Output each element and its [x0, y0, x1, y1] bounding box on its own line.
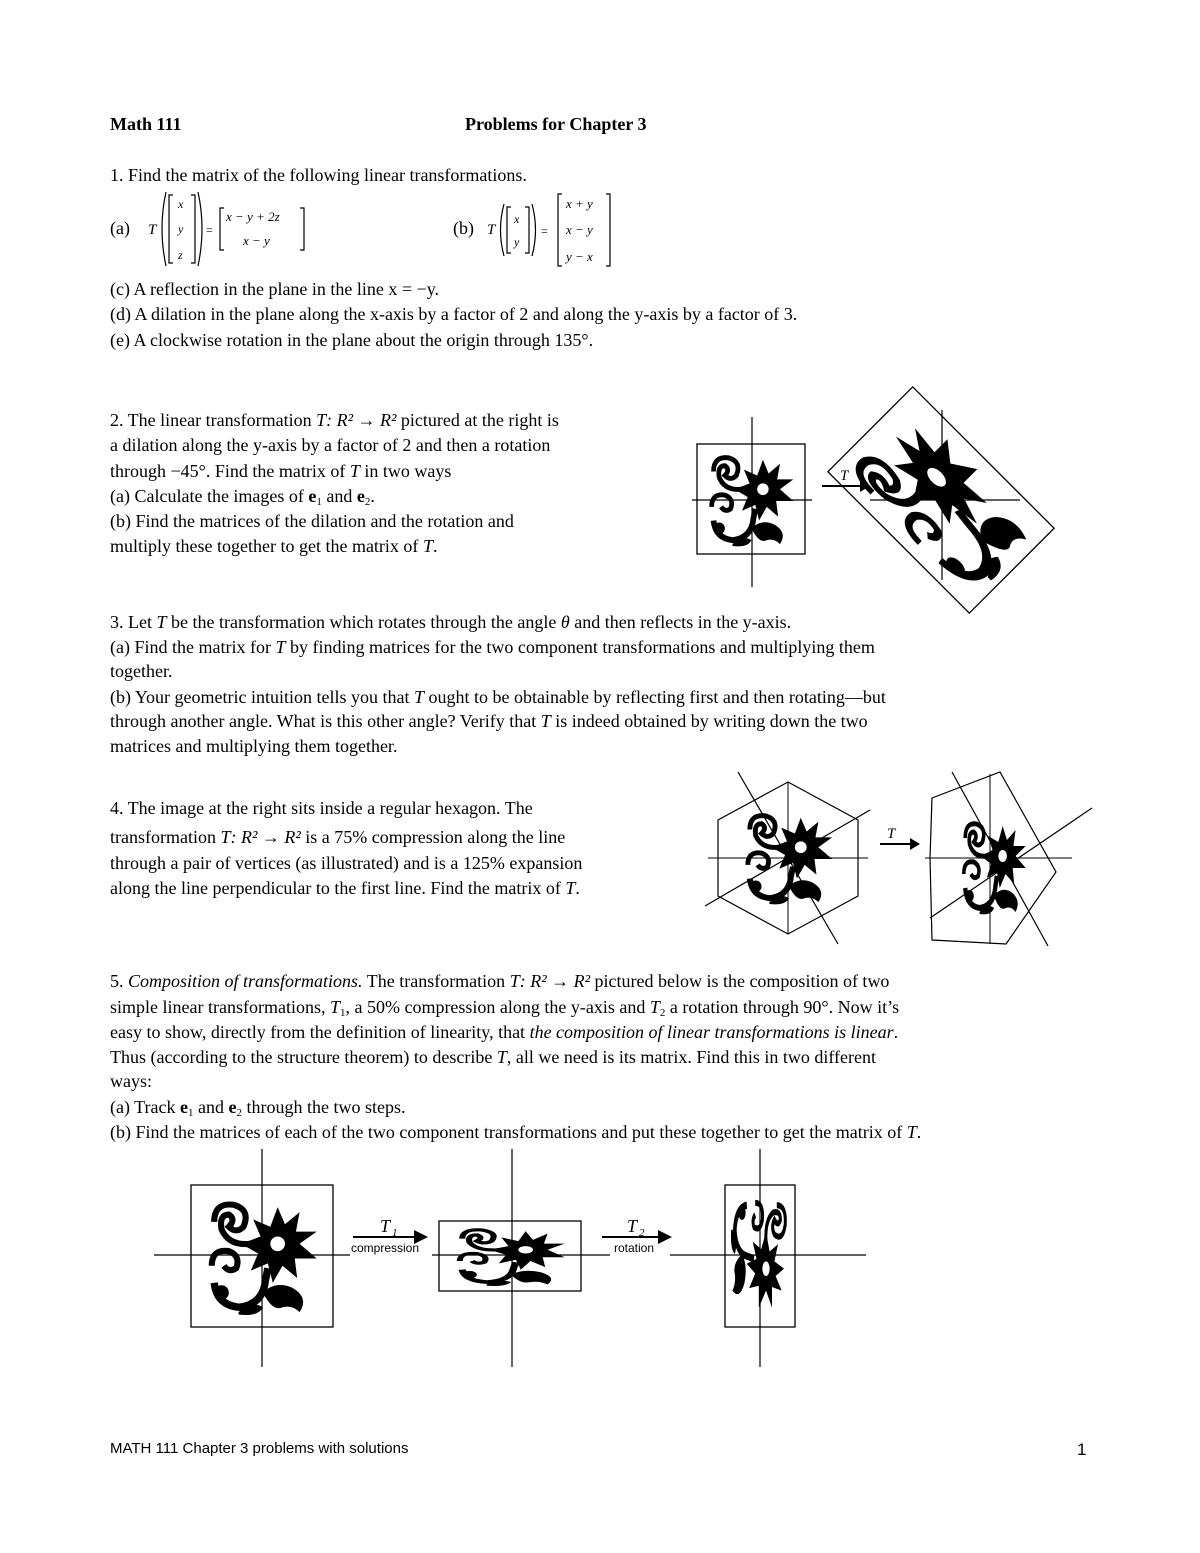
matrix-b-equals: =: [541, 224, 548, 238]
problem-3b-cont-2: matrices and multiplying them together.: [110, 736, 398, 756]
page-number: 1: [1077, 1440, 1087, 1459]
matrix-b-T: T: [487, 222, 496, 238]
problem-2a: (a) Calculate the images of $e_1$ and $e_2$.: [110, 486, 375, 508]
problem-5-line-1: 5. Composition of transformations. The transformation T: R² → R² pictured below is the composition of two: [110, 971, 890, 991]
arrow-1-subscript: 1: [392, 1227, 398, 1239]
problem-5-figure: [150, 1145, 870, 1370]
footer-text: MATH 111 Chapter 3 problems with solutions: [110, 1440, 409, 1457]
arrow-1-T: T: [380, 1216, 391, 1236]
problem-2b-cont: multiply these together to get the matrix of T.: [110, 536, 438, 556]
problem-3b-cont-1: through another angle. What is this other angle? Verify that T is indeed obtained by writing down the two: [110, 711, 868, 731]
matrix-b-in-1: y: [514, 235, 520, 249]
problem-1b-matrix-equation: [482, 190, 622, 270]
problem-4-line-2: transformation T: R² → R² is a 75% compression along the line: [110, 827, 566, 847]
problem-2b: (b) Find the matrices of the dilation and the rotation and: [110, 511, 514, 531]
problem-5-line-3: easy to show, directly from the definition of linearity, that the composition of linear transformations is linear.: [110, 1022, 899, 1042]
problem-2-arrow-label: T: [840, 468, 849, 484]
matrix-a-in-2: z: [178, 248, 183, 262]
problem-1a-label: (a): [110, 218, 130, 238]
problem-3-line-1: 3. Let T be the transformation which rotates through the angle θ and then reflects in the y-axis.: [110, 612, 792, 632]
problem-1b-label: (b): [453, 218, 474, 238]
course-title: Math 111: [110, 114, 182, 134]
problem-4-figure: [700, 768, 1095, 953]
problem-1a-matrix-equation: [140, 188, 320, 270]
problem-2-line-1: 2. The linear transformation T: R² → R² pictured at the right is: [110, 410, 559, 430]
problem-2-line-2: a dilation along the y-axis by a factor of 2 and then a rotation: [110, 435, 551, 455]
problem-1c: (c) A reflection in the plane in the line x = −y.: [110, 279, 440, 299]
problem-3a: (a) Find the matrix for T by finding matrices for the two component transformations and multiplying them: [110, 637, 875, 657]
matrix-b-in-0: x: [514, 212, 520, 226]
problem-1d: (d) A dilation in the plane along the x-axis by a factor of 2 and along the y-axis by a factor of 3.: [110, 304, 798, 324]
matrix-a-out-0: x − y + 2z: [226, 209, 280, 224]
problem-2-figure: [690, 380, 1070, 590]
matrix-b-out-1: x − y: [566, 222, 593, 237]
arrow-1-label: compression: [351, 1241, 420, 1255]
problem-4-line-3: through a pair of vertices (as illustrated) and is a 125% expansion: [110, 853, 583, 873]
matrix-a-T: T: [148, 222, 157, 238]
problem-5a: (a) Track $e_1$ and $e_2$ through the two steps.: [110, 1097, 406, 1119]
problem-5-line-5: ways:: [110, 1071, 152, 1091]
matrix-a-out-1: x − y: [243, 233, 270, 248]
problem-2-line-3: through −45°. Find the matrix of T in two ways: [110, 461, 452, 481]
problem-3b: (b) Your geometric intuition tells you that T ought to be obtainable by reflecting first and then rotating—but: [110, 687, 886, 707]
problem-4-line-4: along the line perpendicular to the first line. Find the matrix of T.: [110, 878, 580, 898]
problem-4-line-1: 4. The image at the right sits inside a regular hexagon. The: [110, 798, 533, 818]
arrow-2-label: rotation: [614, 1241, 655, 1255]
problem-3a-cont: together.: [110, 661, 173, 681]
problem-5-line-2: simple linear transformations, $T_1$, a 50% compression along the y-axis and $T_2$ a rotation through 90°. Now it’s: [110, 997, 900, 1019]
arrow-2-T: T: [627, 1216, 638, 1236]
problem-5-line-4: Thus (according to the structure theorem) to describe T, all we need is its matrix. Find this in two different: [110, 1047, 876, 1067]
problem-5b: (b) Find the matrices of each of the two component transformations and put these together to get the matrix of T.: [110, 1122, 922, 1142]
arrow-2-subscript: 2: [639, 1227, 645, 1239]
matrix-a-in-0: x: [178, 197, 184, 211]
page-title: Problems for Chapter 3: [465, 114, 647, 134]
problem-4-arrow-label: T: [887, 826, 896, 842]
matrix-b-out-2: y − x: [566, 249, 593, 264]
matrix-a-equals: =: [206, 223, 213, 237]
problem-1e: (e) A clockwise rotation in the plane about the origin through 135°.: [110, 330, 594, 350]
problem-1-intro: 1. Find the matrix of the following linear transformations.: [110, 165, 527, 185]
matrix-b-out-0: x + y: [566, 196, 593, 211]
matrix-a-in-1: y: [178, 222, 184, 236]
